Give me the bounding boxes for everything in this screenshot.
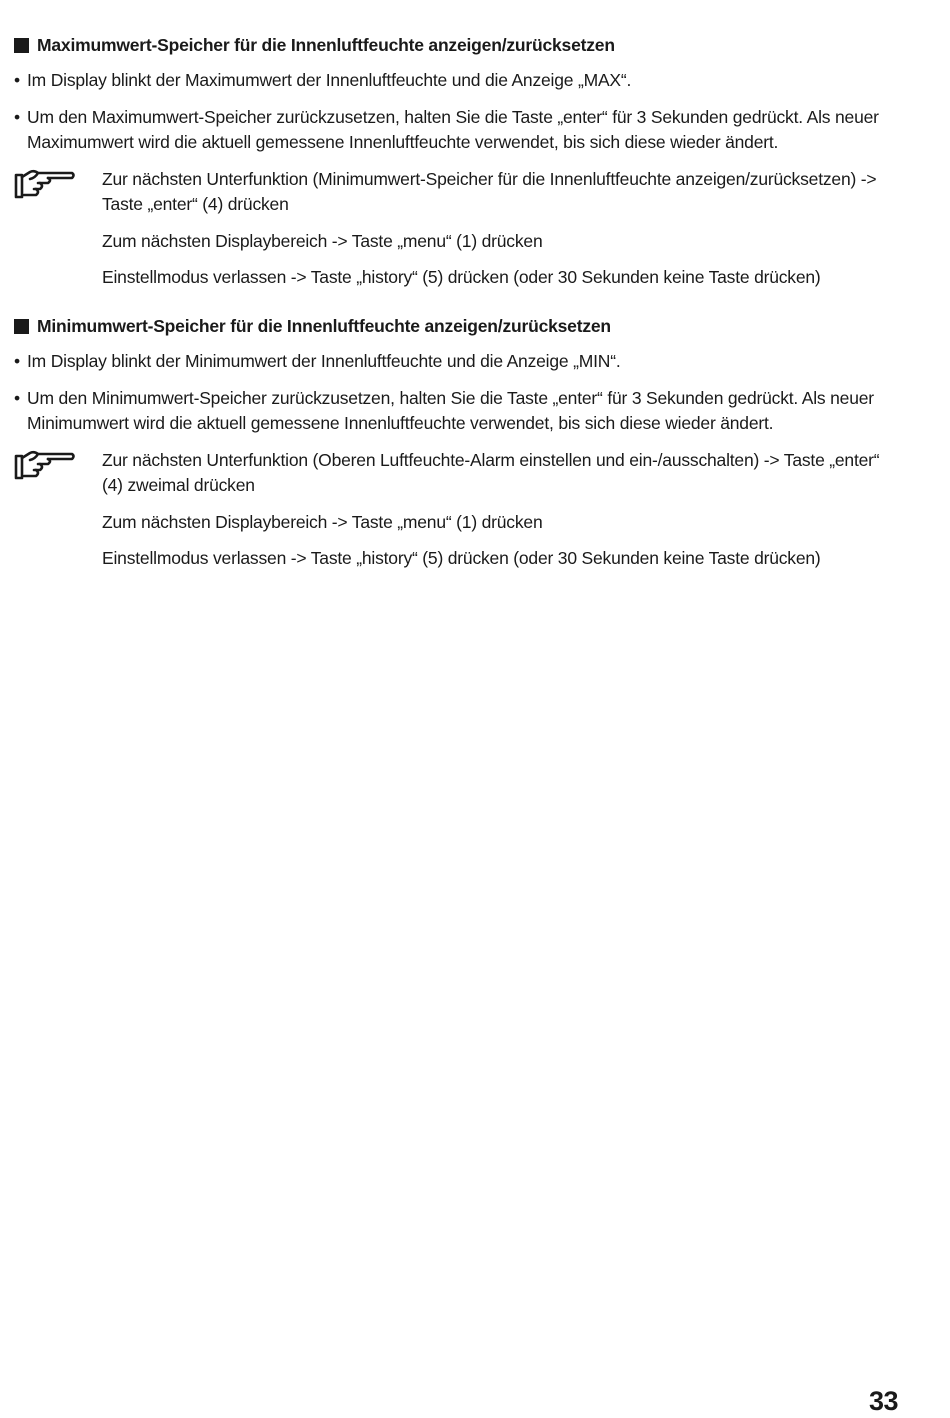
section-heading-text: Maximumwert-Speicher für die Innenluftfeuchte anzeigen/zurücksetzen [37,34,615,55]
bullet-text: Um den Minimumwert-Speicher zurückzusetzen, halten Sie die Taste „enter“ für 3 Sekunden gedrückt. Als neuer Minimumwert wird die aktuell gemessene Innenluftfeuchte verwendet, bis sich diese wieder ändert. [27,387,874,433]
bullet-item [14,349,904,375]
bullet-text: Im Display blinkt der Minimumwert der Innenluftfeuchte und die Anzeige „MIN“. [27,351,621,371]
hint-line: Einstellmodus verlassen -> Taste „history“ (5) drücken (oder 30 Sekunden keine Taste drücken) [102,267,821,287]
bullet-text: Um den Maximumwert-Speicher zurückzusetzen, halten Sie die Taste „enter“ für 3 Sekunden gedrückt. Als neuer Maximumwert wird die aktuell gemessene Innenluftfeuchte verwendet, bis sich diese wieder ändert. [27,106,879,152]
bullet-text: Im Display blinkt der Maximumwert der Innenluftfeuchte und die Anzeige „MAX“. [27,70,632,90]
hint-line: Einstellmodus verlassen -> Taste „history“ (5) drücken (oder 30 Sekunden keine Taste drücken) [102,548,821,568]
page-number: 33 [868,1386,898,1416]
bullet-dot: • [14,351,20,371]
section-heading [14,33,904,57]
bullet-item [14,386,904,437]
bullet-dot: • [14,106,20,127]
hint-note [14,448,904,572]
section-heading-text: Minimumwert-Speicher für die Innenluftfeuchte anzeigen/zurücksetzen [37,315,611,336]
bullet-item [14,68,904,94]
hint-line: Zur nächsten Unterfunktion (Minimumwert-Speicher für die Innenluftfeuchte anzeigen/zurücksetzen) -> Taste „enter“ (4) drücken [102,168,877,214]
square-bullet-icon [14,38,29,53]
hint-line: Zur nächsten Unterfunktion (Oberen Luftfeuchte-Alarm einstellen und ein-/ausschalten) -> Taste „enter“ (4) zweimal drücken [102,449,880,495]
section-maximum-memory [14,33,904,291]
section-minimum-memory [14,314,904,572]
pointing-hand-icon [14,167,76,201]
bullet-dot: • [14,70,20,90]
square-bullet-icon [14,319,29,334]
bullet-dot: • [14,387,20,408]
hint-line: Zum nächsten Displaybereich -> Taste „menu“ (1) drücken [102,511,543,532]
pointing-hand-icon [14,448,76,482]
hint-note [14,167,904,291]
hint-line: Zum nächsten Displaybereich -> Taste „menu“ (1) drücken [102,230,543,251]
section-heading [14,314,904,338]
bullet-item [14,105,904,156]
